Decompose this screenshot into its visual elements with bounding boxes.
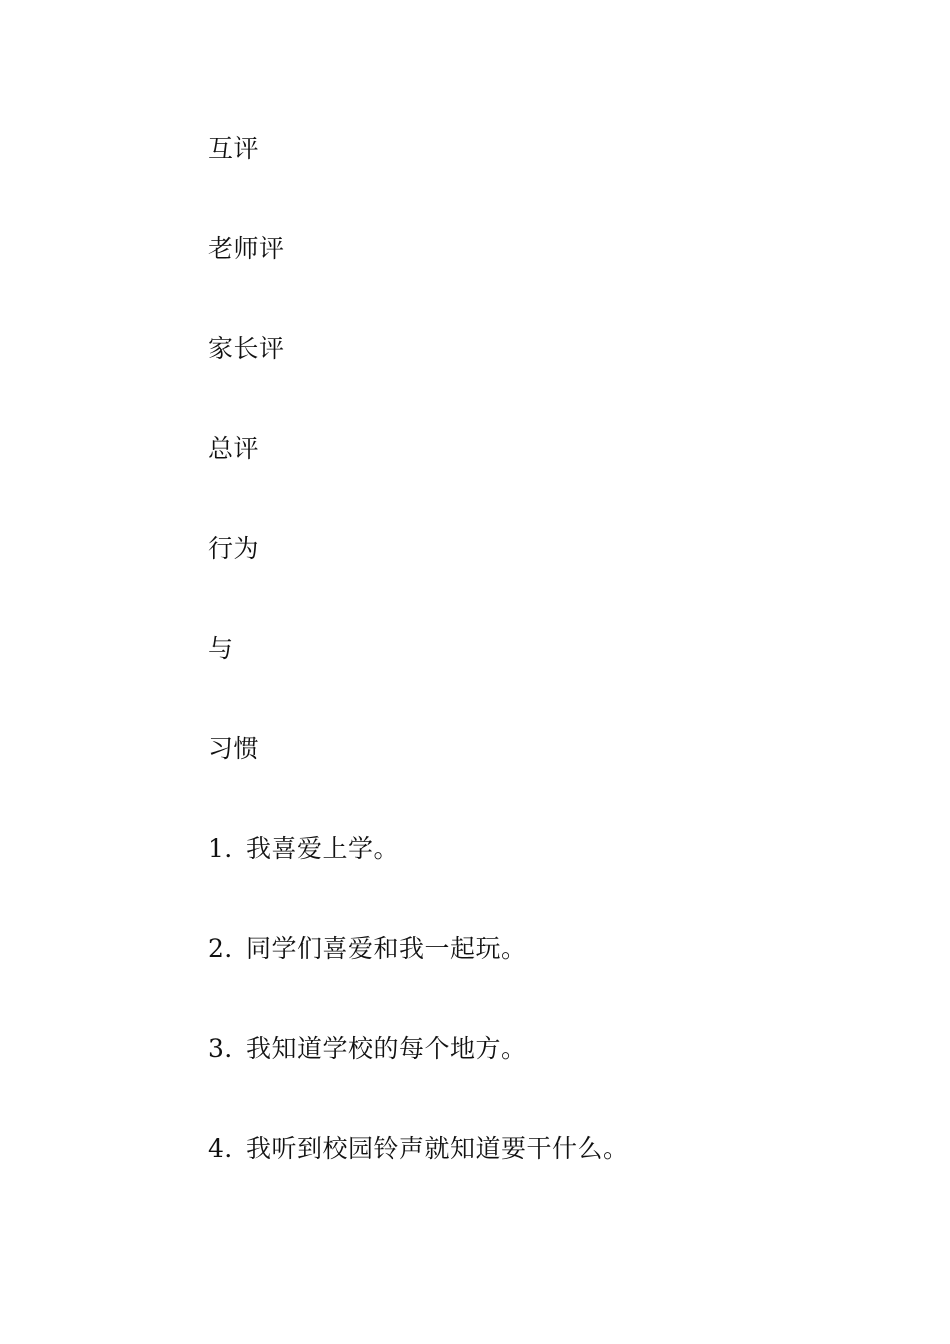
list-item bbox=[208, 834, 399, 864]
header-overall-review: 总评 bbox=[208, 434, 260, 463]
header-peer-review: 互评 bbox=[208, 134, 260, 163]
category-line-3: 习惯 bbox=[208, 734, 260, 763]
item-number: 3． bbox=[208, 1034, 250, 1063]
item-text: 我喜爱上学。 bbox=[246, 834, 400, 863]
item-text: 我知道学校的每个地方。 bbox=[246, 1034, 527, 1063]
category-line-2: 与 bbox=[208, 634, 234, 663]
item-text: 我听到校园铃声就知道要干什么。 bbox=[246, 1134, 629, 1163]
list-item bbox=[208, 1034, 527, 1064]
category-line-1: 行为 bbox=[208, 534, 260, 563]
item-text: 同学们喜爱和我一起玩。 bbox=[246, 934, 527, 963]
list-item bbox=[208, 934, 527, 964]
item-number: 2． bbox=[208, 934, 250, 963]
list-item bbox=[208, 1134, 629, 1164]
item-number: 4． bbox=[208, 1134, 250, 1163]
header-teacher-review: 老师评 bbox=[208, 234, 285, 263]
item-number: 1． bbox=[208, 834, 250, 863]
header-parent-review: 家长评 bbox=[208, 334, 285, 363]
